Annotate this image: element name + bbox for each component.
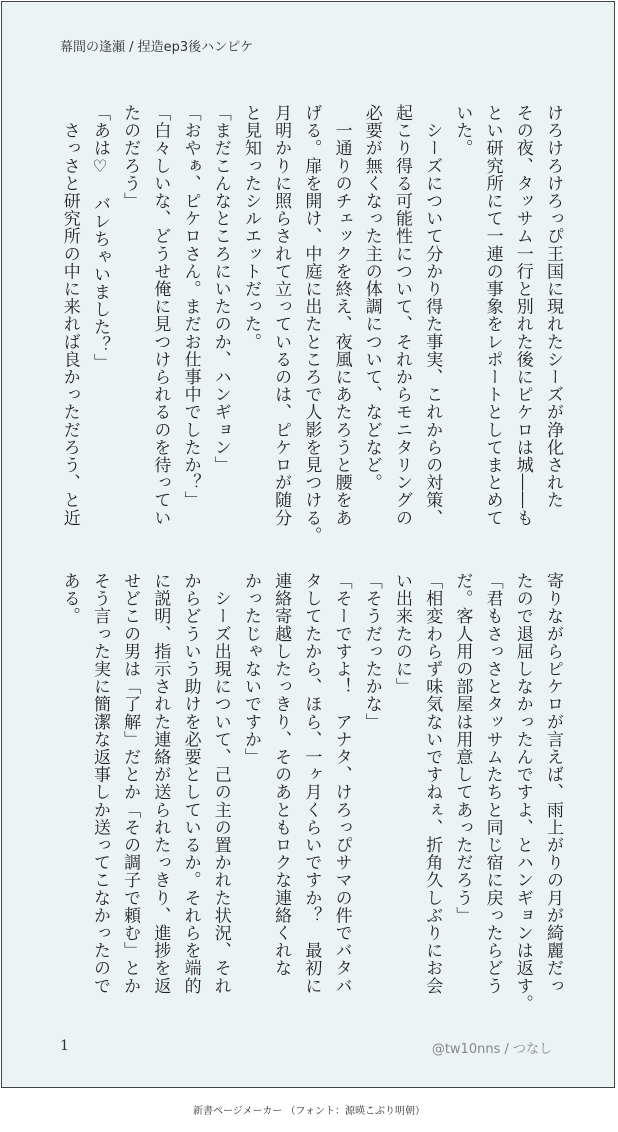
text-line: けろけろけろっぴ王国に現れたシーズが浄化された — [543, 104, 563, 509]
text-line: げる。扉を開け、中庭に出たところで人影を見つける。 — [301, 104, 322, 544]
text-line: シーズについて分かり得た事実、これからの対策、 — [422, 104, 443, 527]
text-line: 必要が無くなった主の体調について、などなど。 — [361, 104, 382, 492]
text-line: 「君もさっさとタッサムたちと同じ宿に戻ったらどう — [482, 572, 503, 995]
text-line: 「相変わらず味気ないですねぇ、折角久しぶりにお会 — [422, 572, 443, 995]
text-line: さっさと研究所の中に来れば良かっただろう、と近 — [59, 104, 80, 527]
book-page — [1, 1, 615, 1088]
text-line: だ。客人用の部屋は用意してあっただろう」 — [452, 572, 473, 924]
text-line: 連絡寄越したっきり、そのあともロクな連絡くれな — [271, 572, 292, 977]
text-line: い出来たのに」 — [391, 572, 412, 696]
text-line: 「おやぁ、ピケロさん。まだお仕事中でしたか？」 — [180, 104, 201, 509]
text-line: たのだろう」 — [120, 104, 141, 210]
text-line: 寄りながらピケロが言えば、雨上がりの月が綺麗だっ — [543, 572, 563, 995]
text-line: からどういう助けを必要としているか。それらを端的 — [180, 572, 201, 995]
text-line: その夜、タッサム一行と別れた後にピケロは城――も — [512, 104, 533, 527]
page-number: 1 — [60, 1038, 69, 1054]
page-title: 幕間の逢瀬 / 捏造ep3後ハンピケ — [60, 40, 254, 55]
text-line: に説明、指示された連絡が送られたっきり、進捗を返 — [150, 572, 171, 995]
text-line: 月明かりに照らされて立っているのは、ピケロが随分 — [271, 104, 292, 527]
author-credit: @tw10nns / つなし — [431, 1042, 552, 1057]
text-line: 起こり得る可能性について、それからモニタリングの — [391, 104, 412, 527]
text-line: 「あは♡ バレちゃいました？」 — [89, 104, 110, 371]
text-block-upper — [55, 104, 568, 544]
text-line: そう言った実に簡潔な返事しか送ってこなかったので — [89, 572, 110, 995]
text-line: いた。 — [452, 104, 473, 157]
text-line: せどこの男は「了解」だとか「その調子で頼む」とか — [120, 572, 141, 995]
text-line: 「そーですよ！ アナタ、けろっぴサマの件でバタバ — [331, 572, 352, 995]
text-line: 「白々しいな、どうせ俺に見つけられるのを待ってい — [150, 104, 171, 527]
text-block-lower — [55, 572, 568, 1012]
text-line: とい研究所にて一連の事象をレポートとしてまとめて — [482, 104, 503, 527]
text-line: タしてたから、ほら、一ヶ月くらいですか？ 最初に — [301, 572, 322, 995]
text-line: 「まだこんなところにいたのか、ハンギョン」 — [210, 104, 231, 474]
text-line: 一通りのチェックを終え、夜風にあたろうと腰をあ — [331, 104, 352, 527]
generator-footer: 新書ページメーカー （フォント：源暎こぶり明朝） — [193, 1106, 425, 1117]
text-line: 「そうだったかな」 — [361, 572, 382, 731]
text-line: かったじゃないですか」 — [240, 572, 261, 766]
text-line: と見知ったシルエットだった。 — [240, 104, 261, 351]
text-line: たので退屈しなかったんですよ、とハンギョンは返す。 — [512, 572, 533, 1012]
text-line: シーズ出現について、己の主の置かれた状況、それ — [210, 572, 231, 995]
text-line: ある。 — [59, 572, 80, 625]
